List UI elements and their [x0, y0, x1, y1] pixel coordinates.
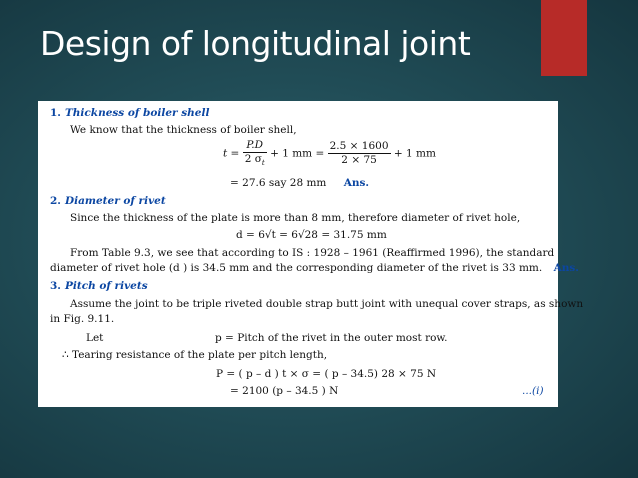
- tearing-equation: P = ( p – d ) t × σ = ( p – 34.5) 28 × 75 N: [216, 368, 437, 380]
- answer-label: Ans.: [343, 177, 370, 189]
- let-label: Let: [86, 332, 104, 344]
- rivet-paragraph-line1: From Table 9.3, we see that according to IS : 1928 – 1961 (Reaffirmed 1996), the standard: [70, 247, 555, 259]
- fraction-denominator: 2 × 75: [341, 153, 377, 166]
- paragraph-text: diameter of rivet hole (d ) is 34.5 mm and the corresponding diameter of the rivet is 33 mm.: [50, 262, 543, 274]
- section-heading-rivet-diameter: [50, 195, 166, 208]
- eq-middle: + 1 mm =: [270, 147, 325, 160]
- section-number: 1.: [50, 107, 61, 119]
- pitch-paragraph-line2: in Fig. 9.11.: [50, 313, 115, 325]
- section-number: 2.: [50, 195, 61, 207]
- equation-reference: ...(i): [522, 385, 544, 397]
- fraction-pd: [243, 139, 267, 168]
- section-heading-thickness: [50, 107, 209, 120]
- rivet-paragraph-line2: [50, 262, 579, 275]
- rivet-formula: d = 6√t = 6√28 = 31.75 mm: [236, 229, 387, 241]
- tearing-resistance-text: ∴ Tearing resistance of the plate per pitch length,: [62, 349, 328, 361]
- rivet-text: Since the thickness of the plate is more than 8 mm, therefore diameter of rivet hole,: [70, 212, 521, 224]
- thickness-result: [230, 177, 369, 190]
- pitch-definition: p = Pitch of the rivet in the outer most row.: [215, 332, 448, 344]
- eq-tail: + 1 mm: [393, 147, 436, 160]
- textbook-excerpt: [38, 101, 584, 407]
- denominator-text: 2 σ: [244, 153, 262, 166]
- fraction-numerator: P.D: [243, 139, 267, 153]
- pitch-paragraph-line1: Assume the joint to be triple riveted double strap butt joint with unequal cover straps, as shown: [70, 298, 584, 310]
- slide-title: Design of longitudinal joint: [40, 24, 471, 63]
- section-title: Diameter of rivet: [64, 195, 166, 207]
- section-title: Thickness of boiler shell: [64, 107, 210, 119]
- tearing-equation-result: = 2100 (p – 34.5 ) N: [230, 385, 339, 397]
- fraction-values: [328, 140, 391, 167]
- fraction-numerator: 2.5 × 1600: [328, 140, 391, 154]
- section-number: 3.: [50, 280, 61, 292]
- result-text: = 27.6 say 28 mm: [230, 177, 327, 189]
- section-title: Pitch of rivets: [64, 280, 148, 292]
- answer-label: Ans.: [553, 262, 579, 274]
- fraction-denominator: [243, 153, 267, 168]
- eq-lhs: t =: [223, 147, 240, 160]
- accent-bar: [541, 0, 587, 76]
- denominator-subscript: t: [261, 159, 265, 168]
- thickness-equation: [223, 139, 436, 168]
- section-heading-pitch: [50, 280, 148, 293]
- intro-text: We know that the thickness of boiler shell,: [70, 124, 297, 136]
